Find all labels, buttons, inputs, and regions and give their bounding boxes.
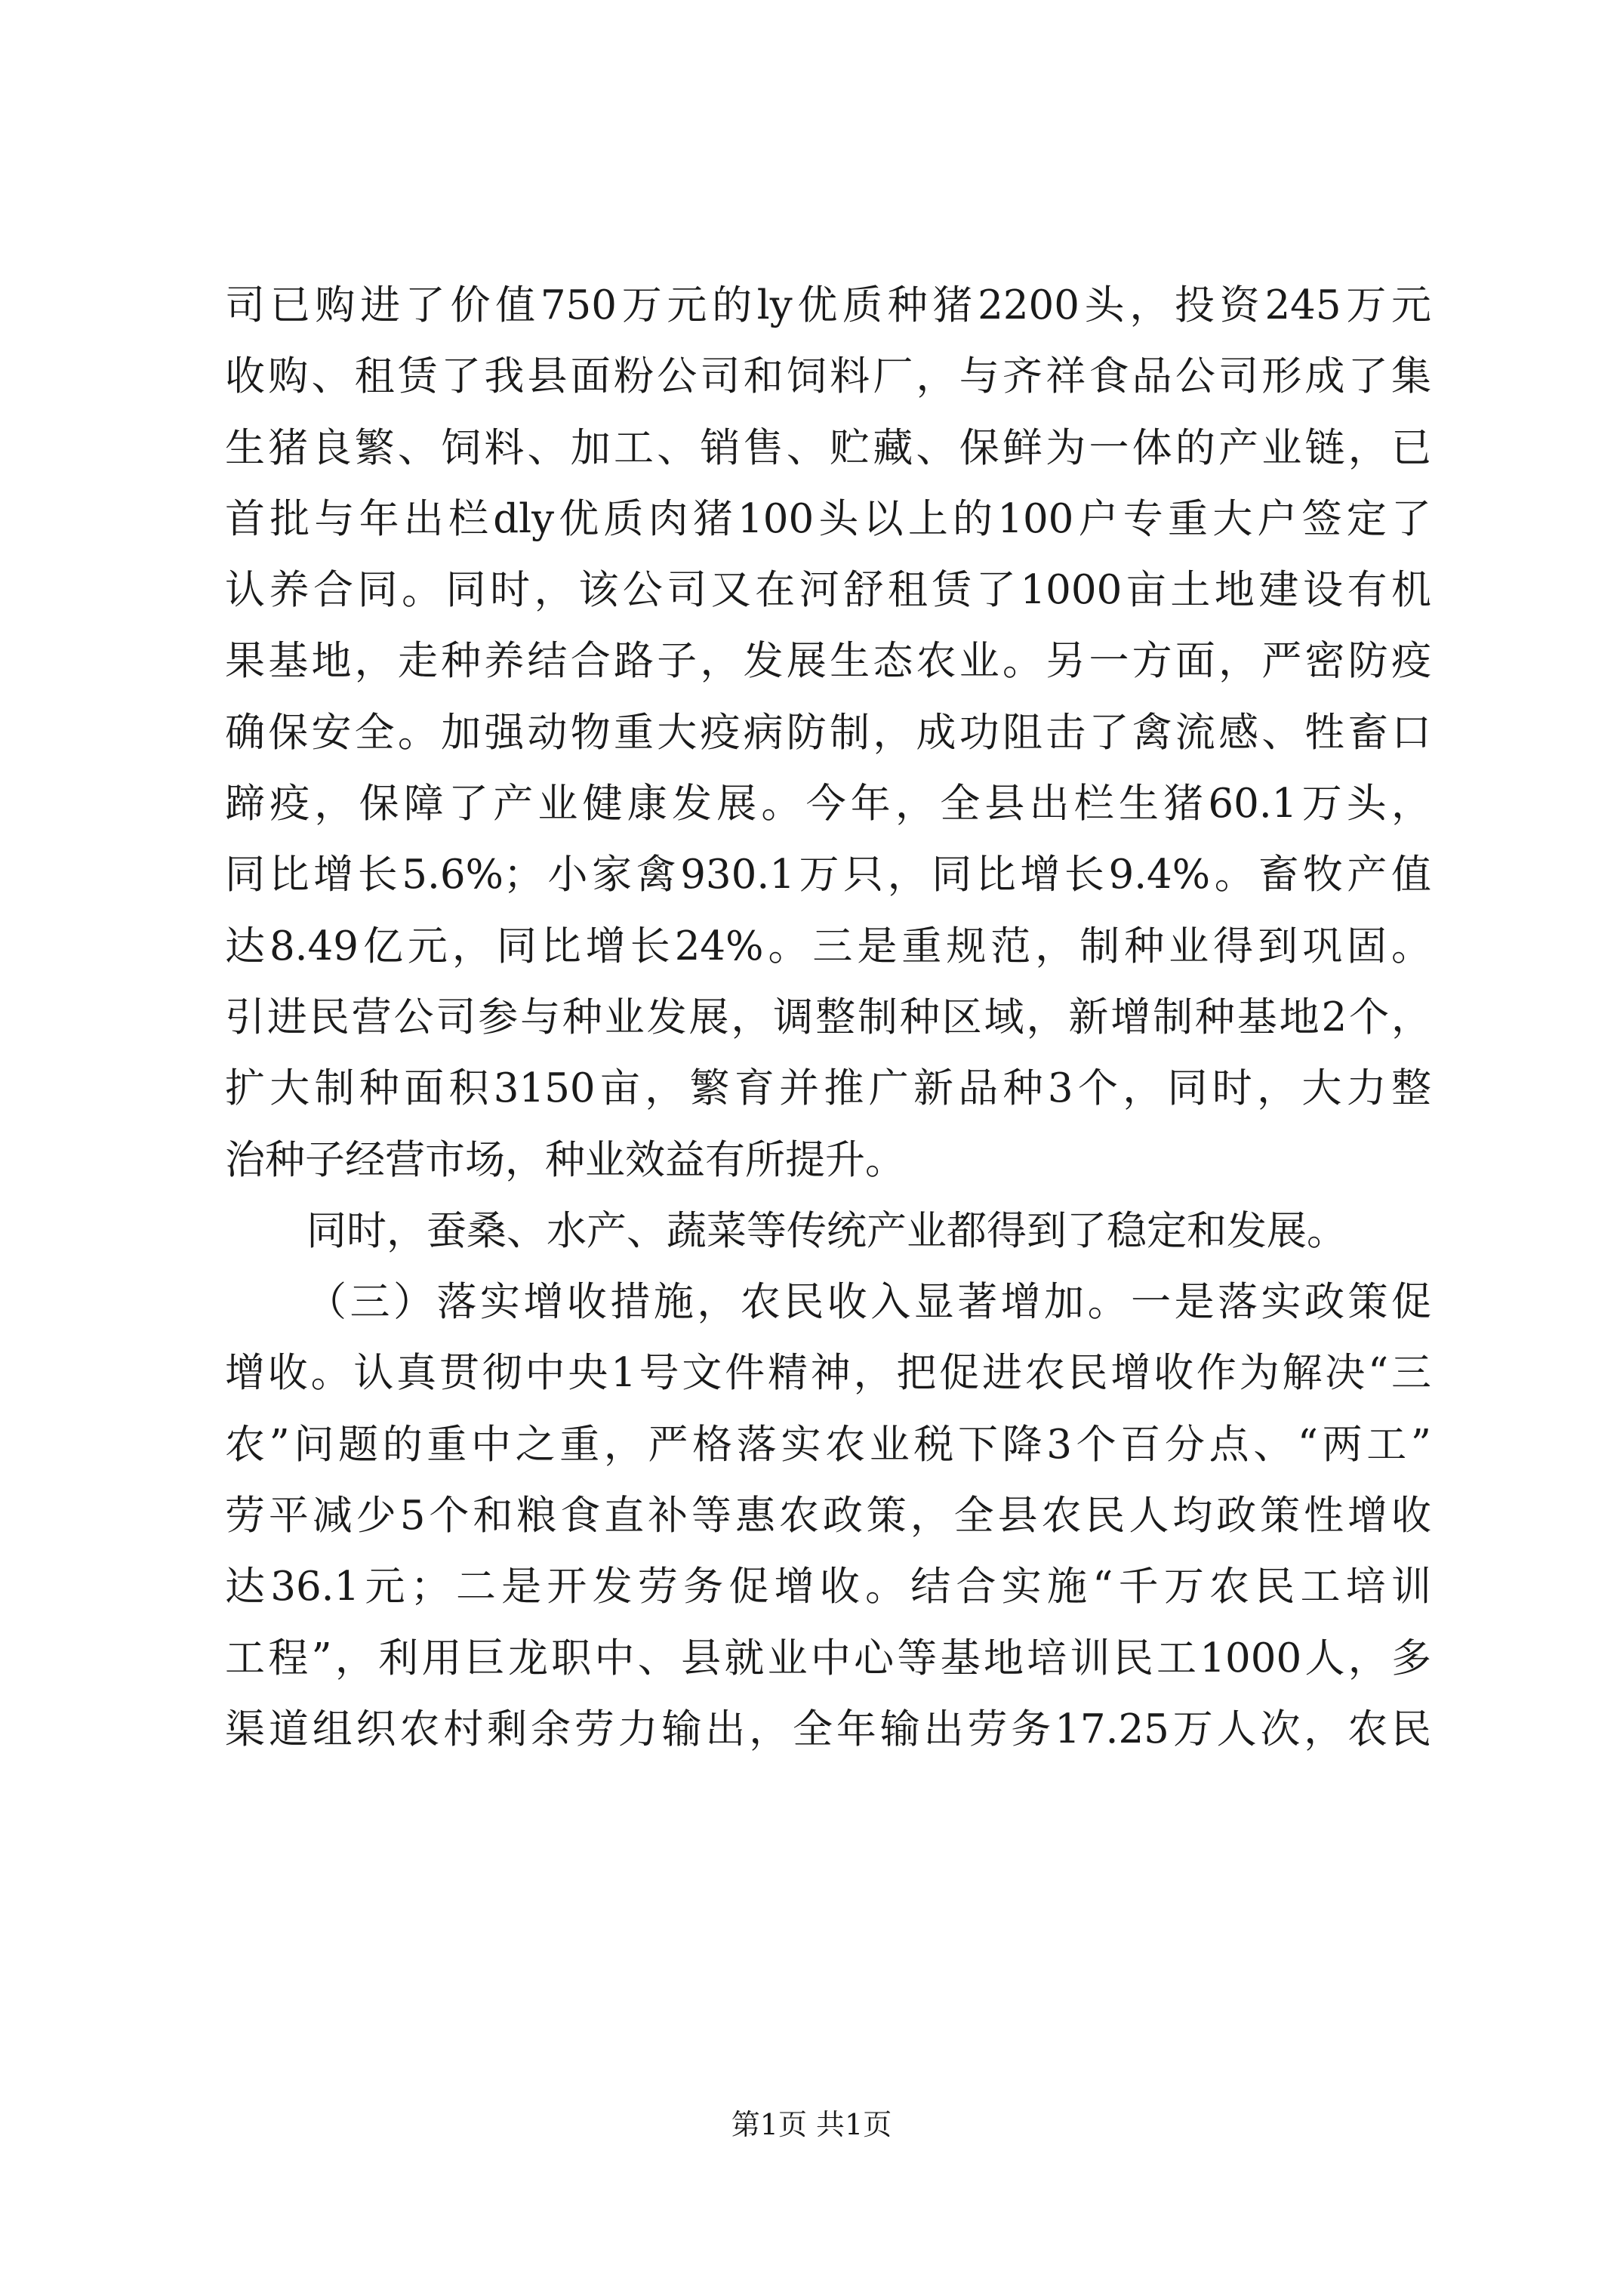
paragraph-first-line: （三）落实增收措施，农民收入显著增加。一是落实政策促 bbox=[306, 1279, 1431, 1326]
text-line: 增收。认真贯彻中央1号文件精神，把促进农民增收作为解决“三 bbox=[225, 1350, 1431, 1397]
text-line: 司已购进了价值750万元的ly优质种猪2200头，投资245万元 bbox=[225, 282, 1431, 328]
text-line: 达36.1元；二是开发劳务促增收。结合实施“千万农民工培训 bbox=[225, 1564, 1431, 1610]
text-line: 治种子经营市场，种业效益有所提升。 bbox=[225, 1136, 905, 1183]
text-line: 农”问题的重中之重，严格落实农业税下降3个百分点、“两工” bbox=[225, 1421, 1431, 1468]
text-line: 扩大制种面积3150亩，繁育并推广新品种3个，同时，大力整 bbox=[225, 1065, 1431, 1112]
text-line: 生猪良繁、饲料、加工、销售、贮藏、保鲜为一体的产业链，已 bbox=[225, 424, 1431, 471]
text-line: 工程”，利用巨龙职中、县就业中心等基地培训民工1000人，多 bbox=[225, 1635, 1431, 1681]
text-line: 渠道组织农村剩余劳力输出，全年输出劳务17.25万人次，农民 bbox=[225, 1706, 1431, 1752]
text-line: 首批与年出栏dly优质肉猪100头以上的100户专重大户签定了 bbox=[225, 495, 1431, 542]
text-line: 收购、租赁了我县面粉公司和饲料厂，与齐祥食品公司形成了集 bbox=[225, 353, 1431, 400]
text-line: 引进民营公司参与种业发展，调整制种区域，新增制种基地2个， bbox=[225, 994, 1431, 1040]
body-text bbox=[225, 270, 1431, 1765]
text-line: 同比增长5.6%；小家禽930.1万只，同比增长9.4%。畜牧产值 bbox=[225, 852, 1431, 898]
text-line: 确保安全。加强动物重大疫病防制，成功阻击了禽流感、牲畜口 bbox=[225, 709, 1431, 756]
page-footer: 第1页 共1页 bbox=[731, 2108, 892, 2141]
text-line: 达8.49亿元，同比增长24%。三是重规范，制种业得到巩固。 bbox=[225, 923, 1431, 969]
text-line: 果基地，走种养结合路子，发展生态农业。另一方面，严密防疫 bbox=[225, 638, 1431, 685]
paragraph-first-line: 同时，蚕桑、水产、蔬菜等传统产业都得到了稳定和发展。 bbox=[306, 1207, 1347, 1254]
text-line: 蹄疫，保障了产业健康发展。今年，全县出栏生猪60.1万头， bbox=[225, 781, 1431, 827]
text-line: 劳平减少5个和粮食直补等惠农政策，全县农民人均政策性增收 bbox=[225, 1493, 1431, 1539]
text-line: 认养合同。同时，该公司又在河舒租赁了1000亩土地建设有机 bbox=[225, 567, 1431, 614]
